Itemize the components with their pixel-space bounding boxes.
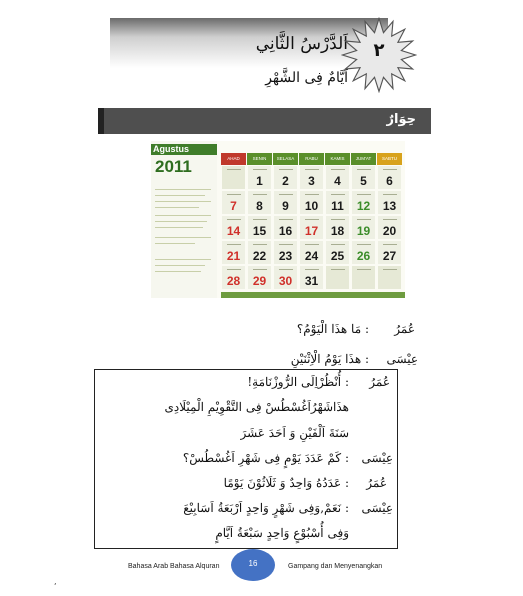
lesson-subtitle: اَيَّامٌ فِى الشَّهْرِ — [265, 70, 348, 86]
calendar-hijri-mark — [305, 269, 319, 270]
calendar-date-number: 10 — [304, 199, 319, 213]
dialogue-line: سَنَةَ اَلْفَيْنِ وَ اَحَدَ عَشَرَ — [240, 426, 349, 440]
calendar-image — [151, 141, 405, 298]
calendar-day-cell — [273, 215, 298, 240]
calendar-note-line — [155, 195, 205, 196]
calendar-date-number: 29 — [252, 274, 267, 288]
calendar-day-cell — [221, 215, 246, 240]
calendar-day-cell — [273, 240, 298, 265]
calendar-note-line — [155, 243, 195, 244]
calendar-hijri-mark — [383, 269, 397, 270]
calendar-note-line — [155, 259, 211, 260]
calendar-hijri-mark — [383, 194, 397, 195]
calendar-day-cell — [273, 165, 298, 190]
footer-right-text: Gampang dan Menyenangkan — [288, 563, 383, 570]
calendar-date-number: 13 — [382, 199, 397, 213]
calendar-hijri-mark — [253, 194, 267, 195]
calendar-date-number: 31 — [304, 274, 319, 288]
calendar-hijri-mark — [227, 194, 241, 195]
calendar-date-number: 17 — [304, 224, 319, 238]
dialogue-line: : هذَا يَوْمُ الْاِثْنَيْنِ — [290, 352, 369, 366]
calendar-day-header: SELASA — [273, 153, 298, 165]
calendar-date-number: 9 — [282, 199, 289, 213]
speaker-name: عِيْسَى — [361, 501, 393, 515]
calendar-date-number: 21 — [226, 249, 241, 263]
calendar-hijri-mark — [383, 244, 397, 245]
calendar-hijri-mark — [279, 219, 293, 220]
calendar-note-line — [155, 215, 211, 216]
calendar-month: Agustus — [153, 144, 189, 154]
calendar-day-cell — [221, 240, 246, 265]
section-bar — [98, 108, 431, 134]
calendar-hijri-mark — [357, 219, 371, 220]
calendar-hijri-mark — [279, 244, 293, 245]
calendar-day-cell — [351, 215, 376, 240]
calendar-date-number: 26 — [356, 249, 371, 263]
calendar-day-cell — [325, 165, 350, 190]
section-title: حِوَارٌ — [386, 112, 416, 127]
calendar-hijri-mark — [305, 219, 319, 220]
calendar-hijri-mark — [305, 169, 319, 170]
calendar-day-cell — [377, 240, 402, 265]
calendar-hijri-mark — [305, 194, 319, 195]
speaker-name: عُمَرُ — [394, 322, 415, 336]
calendar-hijri-mark — [357, 269, 371, 270]
calendar-day-cell — [221, 165, 246, 190]
dialogue-line: هذَاشَهْرُاَغُسْطُسْ فِى التَّقْوِيْمِ الْمِيْلَادِى — [164, 400, 349, 414]
calendar-day-cell — [247, 215, 272, 240]
calendar-hijri-mark — [331, 169, 345, 170]
calendar-day-cell — [221, 265, 246, 290]
calendar-date-number: 15 — [252, 224, 267, 238]
calendar-note-line — [155, 237, 211, 238]
calendar-note-line — [155, 271, 201, 272]
calendar-day-cell — [351, 190, 376, 215]
calendar-day-cell — [377, 165, 402, 190]
calendar-date-number: 6 — [386, 174, 393, 188]
dialogue-line: : عَدَدُهُ وَاحِدٌ وَ ثَلَاثُوْنَ يَوْمًا — [223, 476, 349, 490]
calendar-date-number: 2 — [282, 174, 289, 188]
calendar-hijri-mark — [383, 219, 397, 220]
calendar-date-number: 5 — [360, 174, 367, 188]
calendar-date-number: 4 — [334, 174, 341, 188]
calendar-day-cell — [325, 190, 350, 215]
calendar-note-line — [155, 265, 205, 266]
calendar-day-cell — [377, 215, 402, 240]
calendar-day-cell — [351, 165, 376, 190]
speaker-name: عُمَرُ — [366, 476, 387, 490]
calendar-hijri-mark — [227, 219, 241, 220]
calendar-date-number: 20 — [382, 224, 397, 238]
calendar-date-number: 23 — [278, 249, 293, 263]
calendar-note-line — [155, 227, 203, 228]
calendar-day-cell — [351, 240, 376, 265]
calendar-day-cell — [377, 265, 402, 290]
calendar-day-cell — [299, 165, 324, 190]
calendar-hijri-mark — [253, 169, 267, 170]
calendar-date-number: 7 — [230, 199, 237, 213]
calendar-hijri-mark — [357, 244, 371, 245]
page-number: 16 — [248, 559, 258, 568]
calendar-date-number: 27 — [382, 249, 397, 263]
calendar-bottom-strip — [221, 292, 405, 298]
calendar-day-cell — [247, 165, 272, 190]
calendar-date-number: 28 — [226, 274, 241, 288]
calendar-day-cell — [351, 265, 376, 290]
calendar-hijri-mark — [331, 219, 345, 220]
calendar-day-cell — [377, 190, 402, 215]
calendar-date-number: 18 — [330, 224, 345, 238]
calendar-day-header: AHAD — [221, 153, 246, 165]
calendar-hijri-mark — [227, 244, 241, 245]
lesson-title: اَلدَّرْسُ الثَّانِي — [255, 34, 348, 54]
page-mark: , — [54, 577, 57, 586]
calendar-date-number: 19 — [356, 224, 371, 238]
calendar-day-header: KAMIS — [325, 153, 350, 165]
calendar-date-number: 1 — [256, 174, 263, 188]
calendar-note-line — [155, 201, 211, 202]
calendar-date-number: 22 — [252, 249, 267, 263]
calendar-hijri-mark — [227, 269, 241, 270]
calendar-day-header: JUM'AT — [351, 153, 376, 165]
calendar-day-header: SENIN — [247, 153, 272, 165]
calendar-day-cell — [325, 240, 350, 265]
dialogue-line: : كَمْ عَدَدَ يَوْمٍ فِى شَهْرِ اَغُسْطُسْ؟ — [182, 451, 349, 465]
calendar-day-cell — [247, 265, 272, 290]
calendar-hijri-mark — [331, 194, 345, 195]
calendar-day-cell — [325, 265, 350, 290]
calendar-day-cell — [299, 215, 324, 240]
calendar-day-cell — [247, 240, 272, 265]
calendar-hijri-mark — [357, 194, 371, 195]
footer-left-text: Bahasa Arab Bahasa Alquran — [128, 563, 220, 570]
calendar-date-number: 30 — [278, 274, 293, 288]
calendar-date-number: 8 — [256, 199, 263, 213]
dialogue-line: : مَا هذَا الْيَوْمُ؟ — [296, 322, 369, 336]
calendar-day-cell — [273, 190, 298, 215]
calendar-day-cell — [325, 215, 350, 240]
calendar-hijri-mark — [279, 169, 293, 170]
calendar-date-number: 16 — [278, 224, 293, 238]
calendar-date-number: 25 — [330, 249, 345, 263]
calendar-date-number: 24 — [304, 249, 319, 263]
calendar-hijri-mark — [279, 194, 293, 195]
speaker-name: عُمَرُ — [369, 375, 390, 389]
calendar-hijri-mark — [279, 269, 293, 270]
calendar-hijri-mark — [331, 269, 345, 270]
calendar-day-cell — [299, 190, 324, 215]
calendar-date-number: 3 — [308, 174, 315, 188]
calendar-date-number: 11 — [331, 199, 344, 213]
calendar-hijri-mark — [253, 219, 267, 220]
calendar-date-number: 14 — [226, 224, 241, 238]
dialogue-line: : نَعَمْ,وَفِى شَهْرٍ وَاحِدٍ اَرْبَعَةُ اَسَابِيْعَ — [183, 501, 349, 515]
calendar-day-header: SABTU — [377, 153, 402, 165]
speaker-name: عِيْسَى — [386, 352, 418, 366]
calendar-day-cell — [247, 190, 272, 215]
calendar-hijri-mark — [253, 244, 267, 245]
calendar-day-cell — [299, 265, 324, 290]
speaker-name: عِيْسَى — [361, 451, 393, 465]
calendar-grid — [221, 153, 403, 298]
calendar-hijri-mark — [227, 169, 241, 170]
calendar-hijri-mark — [383, 169, 397, 170]
lesson-number: ٢ — [373, 40, 385, 61]
calendar-hijri-mark — [253, 269, 267, 270]
dialogue-line: : أُنْظُرْاِلَى الرُّوزْنَامَةِ! — [247, 375, 349, 389]
calendar-note-line — [155, 189, 211, 190]
calendar-hijri-mark — [305, 244, 319, 245]
calendar-day-cell — [221, 190, 246, 215]
dialogue-line: وَفِى أُسْبُوْعٍ وَاحِدٍ سَبْعَةُ اَيَّامٍ — [215, 526, 349, 540]
calendar-note-line — [155, 221, 207, 222]
calendar-hijri-mark — [357, 169, 371, 170]
calendar-day-cell — [299, 240, 324, 265]
calendar-year: 2011 — [155, 157, 192, 176]
calendar-note-line — [155, 207, 199, 208]
calendar-day-header: RABU — [299, 153, 324, 165]
calendar-hijri-mark — [331, 244, 345, 245]
calendar-date-number: 12 — [356, 199, 371, 213]
calendar-day-cell — [273, 265, 298, 290]
